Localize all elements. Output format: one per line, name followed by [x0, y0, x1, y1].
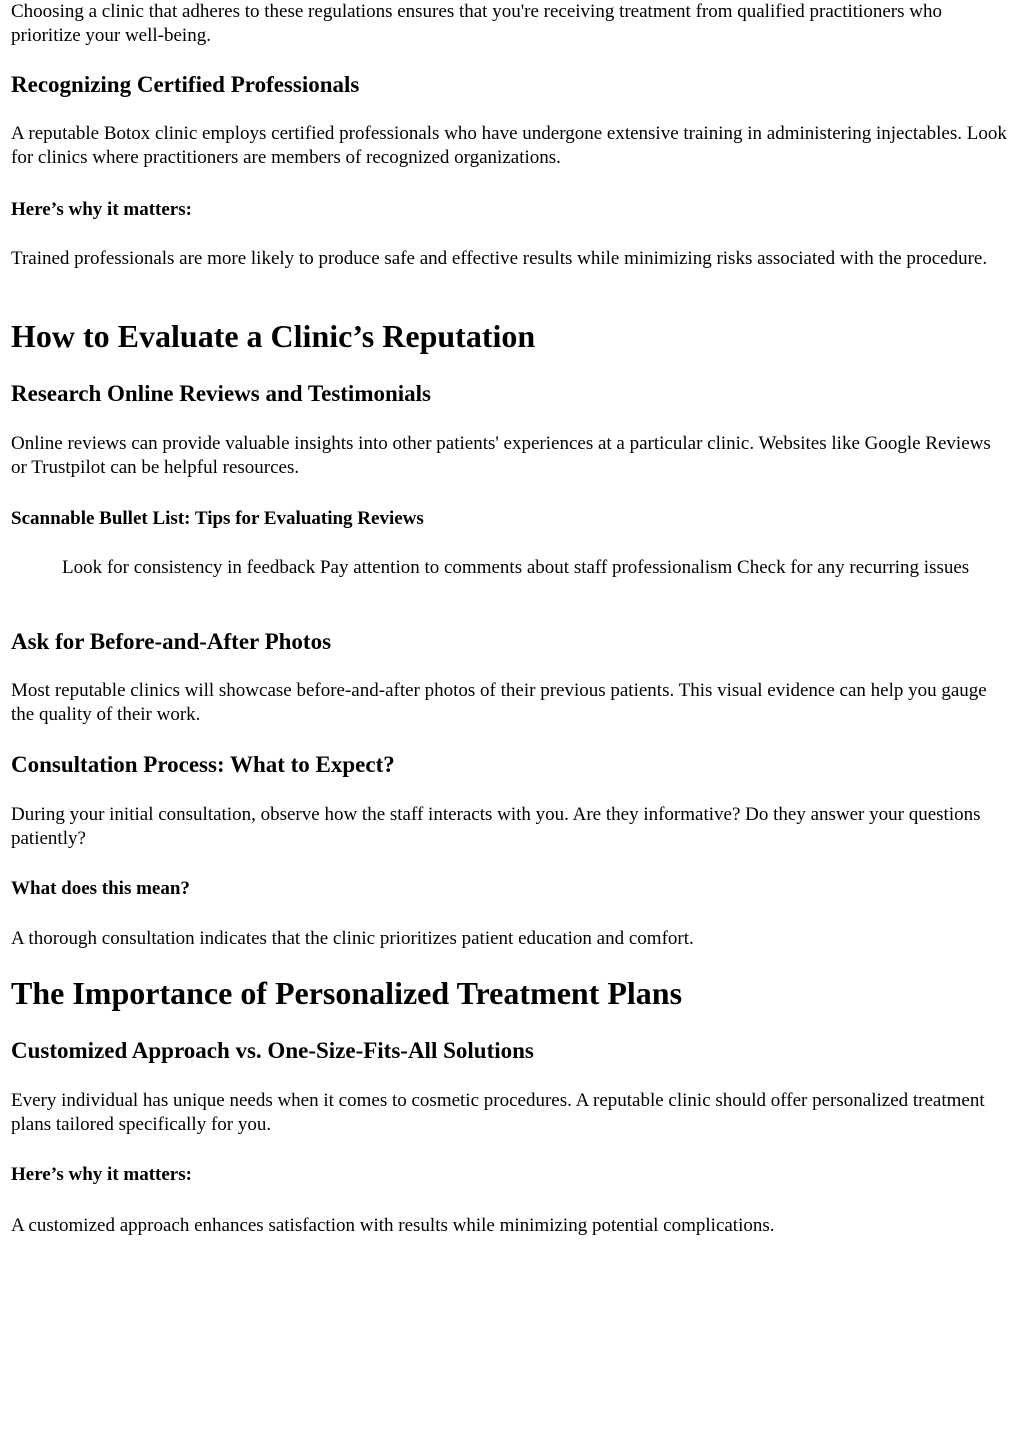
heading-research-reviews: Research Online Reviews and Testimonials	[11, 381, 431, 406]
paragraph-research-reviews: Online reviews can provide valuable insights into other patients' experiences at a particular clinic. Websites like Google Reviews or Trustpilot can be helpful resources.	[11, 433, 991, 478]
heading-customized-approach: Customized Approach vs. One-Size-Fits-All Solutions	[11, 1038, 534, 1063]
review-tips-list: Look for consistency in feedback Pay attention to comments about staff professionalism Check for any recurring issues	[62, 557, 970, 578]
paragraph-why-it-matters-1: Trained professionals are more likely to produce safe and effective results while minimizing risks associated with the procedure.	[11, 248, 988, 269]
heading-recognizing-certified-professionals: Recognizing Certified Professionals	[11, 72, 360, 97]
paragraph-recognizing: A reputable Botox clinic employs certified professionals who have undergone extensive training in administering injectables. Look for clinics where practitioners are members of recognized organizations.	[11, 123, 1007, 168]
heading-personalized-treatment-plans: The Importance of Personalized Treatment Plans	[11, 975, 683, 1011]
heading-before-after-photos: Ask for Before-and-After Photos	[11, 629, 332, 654]
paragraph-customized-approach: Every individual has unique needs when it comes to cosmetic procedures. A reputable clinic should offer personalized treatment plans tailored specifically for you.	[11, 1090, 985, 1135]
subheading-why-it-matters-1: Here’s why it matters:	[11, 199, 192, 220]
heading-consultation-process: Consultation Process: What to Expect?	[11, 752, 395, 777]
subheading-what-does-this-mean: What does this mean?	[11, 878, 190, 899]
paragraph-before-after-photos: Most reputable clinics will showcase before-and-after photos of their previous patients. This visual evidence can help you gauge the quality of their work.	[11, 680, 987, 725]
subheading-review-tips: Scannable Bullet List: Tips for Evaluating Reviews	[11, 508, 424, 529]
paragraph-consultation-process: During your initial consultation, observe how the staff interacts with you. Are they informative? Do they answer your questions patiently?	[11, 804, 981, 849]
paragraph-why-it-matters-2: A customized approach enhances satisfaction with results while minimizing potential complications.	[11, 1215, 775, 1236]
intro-paragraph: Choosing a clinic that adheres to these regulations ensures that you're receiving treatment from qualified practitioners who prioritize your well-being.	[11, 1, 942, 46]
heading-evaluate-reputation: How to Evaluate a Clinic’s Reputation	[11, 318, 536, 354]
paragraph-what-does-this-mean: A thorough consultation indicates that the clinic prioritizes patient education and comfort.	[11, 928, 694, 949]
subheading-why-it-matters-2: Here’s why it matters:	[11, 1164, 192, 1185]
